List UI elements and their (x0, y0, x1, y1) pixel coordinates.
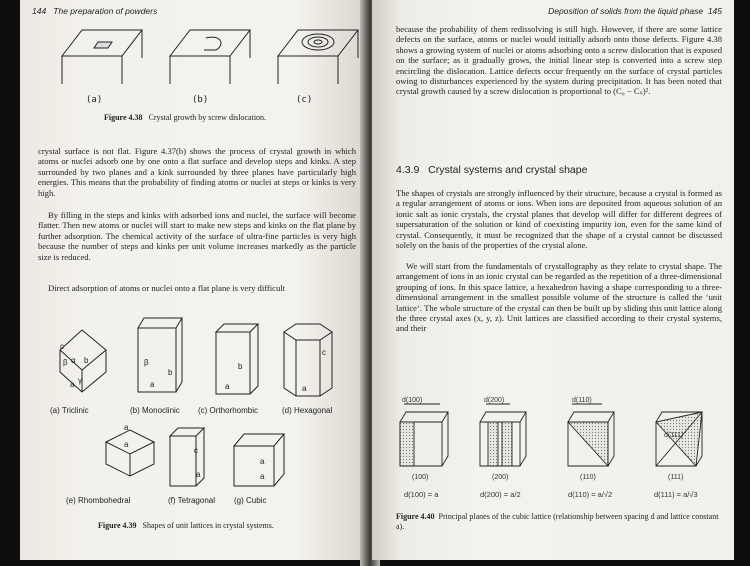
fig439-cubic-a2: a (260, 472, 265, 481)
section-title: Crystal systems and crystal shape (428, 164, 588, 176)
fig439-cubic-a1: a (260, 457, 265, 466)
fig439-caption (98, 521, 274, 530)
fig440-spacing-100: d(100) (402, 397, 423, 404)
figure-4-38-drawing (20, 18, 366, 98)
fig438-caption (104, 113, 266, 122)
right-paragraph-1: The shapes of crystals are strongly influenced by their structure, because a crystal is formed as a regular arrangement of atoms or ions. When ions are deposited from aqueous solution of an ionic salt as ionic crystals, the crystal planes that develop will differ for different degrees of supersaturation of the solution or kind of coexisting impurity ion, even for the same kind of crystal. Consequently, it must be recognized that the shape of a crystal cannot be discussed solely on the basis of the properties of the crystal alone. (396, 188, 722, 251)
fig439-monoclinic-beta: β (144, 358, 149, 367)
fig439-triclinic-alpha: α (71, 356, 76, 365)
fig440-plane-100: (100) (412, 474, 429, 481)
fig439-ortho-a: a (225, 382, 230, 391)
fig439-hex-c: c (322, 348, 326, 357)
right-top-paragraph: because the probability of them redissolving is still high. However, if there are some lattice defects on the surface, atoms or nuclei would initially adsorb onto those defects. Figure 4.38 shows a growing system of nuclei or atoms adsorbing onto a screw dislocation that is exposed on the surface; as it gradually grows, the initial linear step is converted into a screw step encircling the dislocation. Lattice defects occur frequently on the surface of crystal particles owing to disturbances experienced by the system during precipitation. It has been noted that crystal growth caused by a screw dislocation is proportional to (C₀ − Cₛ)². (396, 24, 722, 97)
fig440-formula-200: d(200) = a/2 (480, 490, 521, 499)
fig439-hex-a: a (302, 384, 307, 393)
fig438-caption-text: Crystal growth by screw dislocation. (148, 113, 267, 122)
right-paragraph-2: We will start from the fundamentals of crystallography as they relate to crystal shape. The arrangement of ions in an ionic crystal can be regarded as the repetition of a three-dimensional grouping of ions. In this space lattice, a hexahedron having a shape corresponding to a three-dimensional arrangement in the smallest possible volume of the structure is called the ‘unit lattice’. The whole structure of the crystal can then be built up by sliding this unit lattice along the three crystal axes (x, y, z). Unit lattices are classified according to their crystal systems, and their (396, 261, 722, 334)
left-page-number: 144 (32, 6, 47, 16)
fig439-label-triclinic: (a) Triclinic (50, 406, 89, 415)
fig439-label-orthorhombic: (c) Orthorhombic (198, 406, 259, 415)
fig439-label-hexagonal: (d) Hexagonal (282, 406, 333, 415)
fig440-spacing-110: d(110) (572, 397, 592, 404)
left-running-head (32, 6, 157, 16)
fig439-label-monoclinic: (b) Monoclinic (130, 406, 180, 415)
fig439-ortho-b: b (238, 362, 243, 371)
section-number: 4.3.9 (396, 164, 420, 176)
fig439-label-tetragonal: (f) Tetragonal (168, 496, 215, 505)
fig439-label-cubic: (g) Cubic (234, 496, 267, 505)
figure-4-39-row2-drawing (20, 420, 366, 500)
left-paragraph-3: Direct adsorption of atoms or nuclei onto a flat plane is very difficult (48, 283, 286, 293)
fig440-plane-110: (110) (580, 474, 596, 481)
fig439-triclinic-c: c (60, 342, 64, 351)
fig439-triclinic-b: b (84, 356, 89, 365)
left-page (20, 0, 366, 560)
fig439-triclinic-gamma: γ (78, 376, 82, 385)
fig438-label-b: (b) (192, 95, 209, 105)
fig439-caption-text: Shapes of unit lattices in crystal systems. (142, 521, 274, 530)
fig440-caption-label: Figure 4.40 (396, 512, 435, 521)
right-page (372, 0, 734, 560)
fig440-formula-100: d(100) = a (404, 490, 439, 499)
fig439-monoclinic-a: a (150, 380, 155, 389)
fig439-label-rhombohedral: (e) Rhombohedral (66, 496, 131, 505)
fig439-rhombo-a-mid: a (124, 440, 129, 449)
right-running-head (548, 6, 722, 16)
left-paragraph-2: By filling in the steps and kinks with adsorbed ions and nuclei, the surface will become flatter. Then new atoms or nuclei will start to make new steps and kinks on the flat plane by further adsorption. The chemical activity of the surface of ultra-fine particles is very high because the number of steps and kinks per unit volume increases markedly as the particle size is reduced. (38, 210, 356, 262)
section-heading (396, 164, 587, 176)
fig439-rhombo-a-top: a (124, 423, 129, 432)
fig439-triclinic-a: a (70, 380, 75, 389)
figure-4-39-row1-drawing (20, 310, 366, 420)
fig440-caption-text: Principal planes of the cubic lattice (relationship between spacing d and lattice constant a). (396, 512, 719, 531)
fig439-monoclinic-b: b (168, 368, 173, 377)
right-page-number: 145 (707, 6, 722, 16)
fig438-label-a: (a) (86, 95, 103, 105)
fig438-caption-label: Figure 4.38 (104, 113, 143, 122)
left-paragraph-1: crystal surface is not flat. Figure 4.37(b) shows the process of crystal growth in which atoms or nuclei adsorb one by one onto a flat surface and develop steps and kinks. A step surrounded by two planes and a kink surrounded by three planes have particularly high energies. This means that the probability of finding atoms or nuclei at steps or kinks is very high. (38, 146, 356, 198)
left-header-title: The preparation of powders (53, 6, 158, 16)
fig440-plane-200: (200) (492, 474, 509, 481)
fig440-formula-110: d(110) = a/√2 (568, 490, 613, 499)
fig440-spacing-111: d(111) (664, 432, 684, 439)
right-header-title: Deposition of solids from the liquid phase (548, 6, 704, 16)
fig440-plane-111: (111) (668, 474, 684, 481)
fig439-tetra-c: c (194, 446, 198, 455)
fig439-caption-label: Figure 4.39 (98, 521, 137, 530)
fig439-triclinic-beta: β (63, 358, 68, 367)
fig440-caption (396, 512, 722, 532)
fig439-tetra-a: a (196, 470, 201, 479)
fig440-formula-111: d(111) = a/√3 (654, 490, 698, 499)
fig440-spacing-200: d(200) (484, 397, 505, 404)
fig438-label-c: (c) (296, 95, 313, 105)
